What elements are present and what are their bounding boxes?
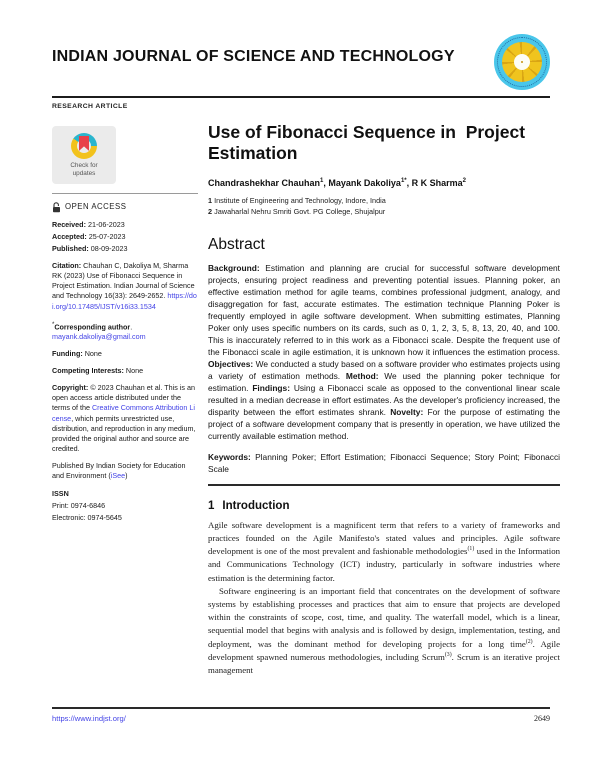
authors-line: Chandrashekhar Chauhan$^1$, Mayank Dakoliya$^{1*}$, R K Sharma$^2$ — [208, 178, 466, 189]
intro-paragraph: Agile software development is a magnificent term that refers to a variety of frameworks and practices founded on the Agile Manifesto's stated values and principles. Agile software development is one of the most prevalent and fashionable methodologies$^{(1)}$ used in the Information and Communications Technology (ICT) industry, particularly in software industries where estimation is the determining factor. — [208, 519, 560, 583]
copyright: Copyright: © 2023 Chauhan et al. This is an open access article distributed under the terms of the Creative Commons Attribution License, which permits unrestricted use, distribution, and reproduction in any medium, provided the original author and source are credited. — [52, 383, 196, 453]
open-access-label: OPEN ACCESS — [65, 202, 127, 212]
abstract-heading: Abstract — [208, 236, 265, 254]
issn-label: ISSN — [52, 489, 69, 499]
check-for-updates-label: Check for updates — [70, 161, 98, 177]
section-heading-introduction: 1 Introduction — [208, 499, 290, 512]
isee-link[interactable]: iSee — [110, 470, 126, 480]
email-link[interactable]: mayank.dakoliya@gmail.com — [52, 332, 146, 342]
article-main — [208, 122, 560, 677]
logo-core — [514, 54, 530, 70]
issn-electronic: Electronic: 0974-5645 — [52, 513, 122, 523]
accepted-date: Accepted: 25-07-2023 — [52, 232, 126, 242]
journal-title: INDIAN JOURNAL OF SCIENCE AND TECHNOLOGY — [52, 48, 455, 65]
article-type-label: RESEARCH ARTICLE — [52, 103, 128, 110]
page-header — [52, 34, 550, 110]
issn-print: Print: 0974-6846 — [52, 501, 106, 511]
published-date: Published: 08-09-2023 — [52, 244, 128, 254]
corresponding-author: *Corresponding author. — [52, 321, 133, 332]
intro-paragraph: Software engineering is an important field that concentrates on the development of software systems by establishing processes and practices that aim to ensure that projects are developed within the constraints of scope, cost, time, and quality. The waterfall model, which is a linear, sequential model that begins with analysis and is followed by design, implementation, testing, and deployment, was the dominant method for developing projects for a long time$^{(2)}$. Agile development spawned numerous methodologies, including Scrum$^{(3)}$. Scrum is an iterative project management — [208, 585, 560, 675]
sidebar-divider — [52, 193, 198, 194]
abstract-divider — [208, 484, 560, 486]
affiliations — [208, 196, 560, 218]
affiliation: 2 Jawaharlal Nehru Smriti Govt. PG College, Shujalpur — [208, 207, 386, 217]
check-for-updates-badge[interactable] — [52, 126, 116, 184]
open-access-row — [52, 202, 198, 213]
header-divider — [52, 96, 550, 98]
logo-center-dot — [521, 61, 523, 63]
introduction-text — [208, 519, 560, 677]
journal-logo-icon — [494, 34, 550, 90]
crossmark-icon — [71, 133, 97, 159]
citation: Citation: Chauhan C, Dakoliya M, Sharma RK (2023) Use of Fibonacci Sequence in Project Estimation. Indian Journal of Science and Technology 16(33): 2649-2652. https://doi.org/10.17485/IJST/v16i33.1534 — [52, 261, 197, 311]
open-lock-icon — [52, 202, 61, 213]
abstract-text: Background: Estimation and planning are crucial for successful software development projects, ensuring project readiness and preventing potential issues. Planning poker, an effective estimation method for agile teams, combines professional judgment, analogy, and disaggregation for fast, accurate estimates. The estimation technique Planning Poker is frequently employed in agile software development. When submitting estimates, Planning Poker only uses specific numbers on its cards, such as 0, 1, 2, 3, 5, 8, 13, 20, 40, and 100. This is inaccurately referred to in this work as a Fibonacci scale. Despite the frequent use of the Fibonacci scale in agile estimation, it is unknown how it influences the estimation process. Objectives: We conducted a study based on a software provider who estimates projects using a variety of estimation methods. Method: We used the planning poker technique for estimation. Findings: Using a Fibonacci scale as opposed to the conventional linear scale resulted in a median decrease in effort estimates. As the developer's proficiency increased, the disparity between the effort estimates shrank. Novelty: For the purpose of estimating the project of a software development company that is presently in operation, we have utilized the currently available estimation method. — [208, 263, 561, 442]
page-number: 2649 — [534, 714, 550, 723]
published-by: Published By Indian Society for Education and Environment (iSee) — [52, 460, 186, 480]
doi-link[interactable]: https://doi.org/10.17485/IJST/v16i33.1534 — [52, 291, 197, 311]
bookmark-icon — [79, 136, 89, 151]
keywords: Keywords: Planning Poker; Effort Estimation; Fibonacci Sequence; Story Point; Fibonacci Scale — [208, 451, 560, 474]
logo-disc — [502, 42, 542, 82]
corresponding-email — [52, 332, 198, 342]
competing-interests: Competing Interests: None — [52, 366, 144, 376]
affiliation: 1 Institute of Engineering and Technology, Indore, India — [208, 196, 386, 206]
page-footer — [52, 707, 550, 723]
metadata-sidebar — [52, 126, 198, 525]
journal-url-link[interactable]: https://www.indjst.org/ — [52, 714, 126, 723]
cc-license-link[interactable]: Creative Commons Attribution License — [52, 403, 196, 423]
received-date: Received: 21-06-2023 — [52, 220, 125, 229]
funding: Funding: None — [52, 349, 102, 359]
issn-block — [52, 489, 198, 523]
paper-title: Use of Fibonacci Sequence in Project Estimation — [208, 122, 530, 163]
